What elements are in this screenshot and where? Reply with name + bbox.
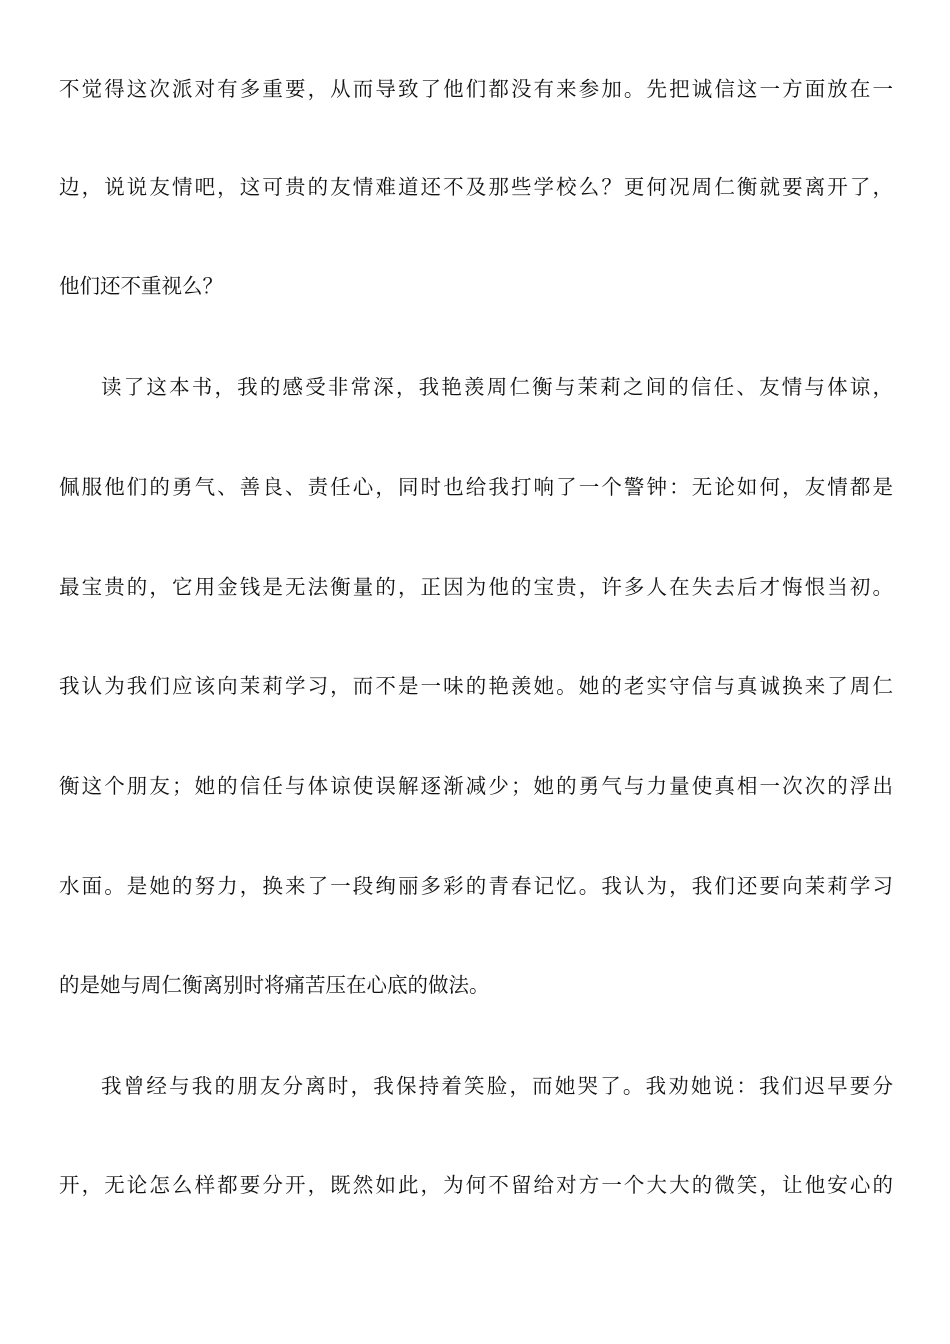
text-line-11: 我曾经与我的朋友分离时，我保持着笑脸，而她哭了。我劝她说：我们迟早要分 <box>101 1074 893 1098</box>
text-line-6: 最宝贵的，它用金钱是无法衡量的，正因为他的宝贵，许多人在失去后才悔恨当初。 <box>59 575 893 599</box>
text-line-8: 衡这个朋友；她的信任与体谅使误解逐渐减少；她的勇气与力量使真相一次次的浮出 <box>59 774 893 798</box>
text-line-12: 开，无论怎么样都要分开，既然如此，为何不留给对方一个大大的微笑，让他安心的 <box>59 1173 893 1197</box>
text-line-10: 的是她与周仁衡离别时将痛苦压在心底的做法。 <box>59 973 490 997</box>
text-line-2: 边，说说友情吧，这可贵的友情难道还不及那些学校么？更何况周仁衡就要离开了， <box>59 175 893 199</box>
text-line-7: 我认为我们应该向茉莉学习，而不是一味的艳羡她。她的老实守信与真诚换来了周仁 <box>59 674 893 698</box>
text-line-3: 他们还不重视么？ <box>59 274 223 298</box>
text-line-9: 水面。是她的努力，换来了一段绚丽多彩的青春记忆。我认为，我们还要向茉莉学习 <box>59 874 893 898</box>
text-line-5: 佩服他们的勇气、善良、责任心，同时也给我打响了一个警钟：无论如何，友情都是 <box>59 475 893 499</box>
text-line-1: 不觉得这次派对有多重要，从而导致了他们都没有来参加。先把诚信这一方面放在一 <box>59 77 893 101</box>
text-line-4: 读了这本书，我的感受非常深，我艳羡周仁衡与茉莉之间的信任、友情与体谅， <box>101 375 893 399</box>
